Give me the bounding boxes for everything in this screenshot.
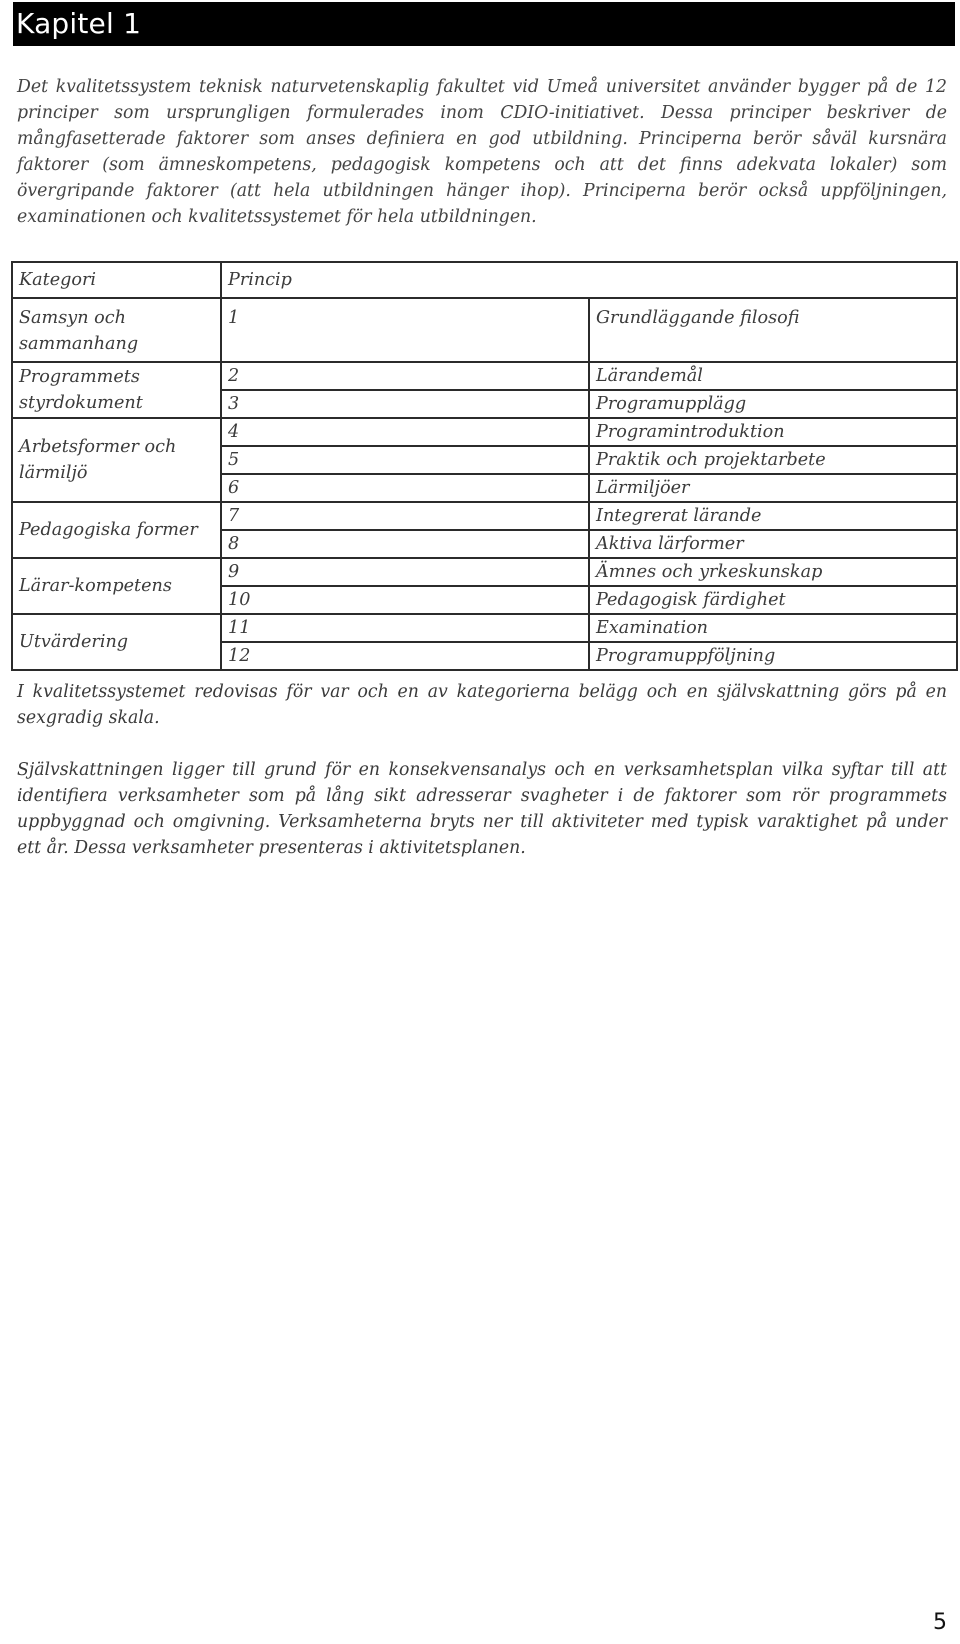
- principle-name: Pedagogisk färdighet: [589, 586, 957, 614]
- intro-paragraph: Det kvalitetssystem teknisk naturvetenskaplig fakultet vid Umeå universitet använder bygger på de 12 principer som ursprungligen formulerades inom CDIO-initiativet. Dessa principer beskriver de mångfasetterade faktorer som anses definiera en god utbildning. Principerna berör såväl kursnära faktorer (som ämneskompetens, pedagogisk kompetens och att det finns adekvata lokaler) som övergripande faktorer (att hela utbildningen hänger ihop). Principerna berör också uppföljningen, examinationen och kvalitetssystemet för hela utbildningen.: [17, 77, 947, 227]
- principle-name: Praktik och projektarbete: [589, 446, 957, 474]
- principle-number: 1: [221, 298, 589, 362]
- principle-name: Aktiva lärformer: [589, 530, 957, 558]
- principle-number: 3: [221, 390, 589, 418]
- principle-number: 5: [221, 446, 589, 474]
- principle-number: 2: [221, 362, 589, 390]
- principle-number: 10: [221, 586, 589, 614]
- principle-number: 4: [221, 418, 589, 446]
- principle-number: 12: [221, 642, 589, 670]
- principle-number: 9: [221, 558, 589, 586]
- table-row: [12, 502, 957, 530]
- category-cell: Samsyn och sammanhang: [12, 298, 221, 362]
- category-cell: Pedagogiska former: [12, 502, 221, 558]
- category-cell: Programmets styrdokument: [12, 362, 221, 418]
- table-row: [12, 362, 957, 390]
- chapter-title: Kapitel 1: [16, 7, 142, 40]
- principle-number: 8: [221, 530, 589, 558]
- principle-name: Examination: [589, 614, 957, 642]
- table-row: [12, 614, 957, 642]
- analysis-paragraph: Självskattningen ligger till grund för en konsekvensanalys och en verksamhetsplan vilka syftar till att identifiera verksamheter som på lång sikt adresserar svagheter i de faktorer som rör programmets uppbyggnad och omgivning. Verksamheterna bryts ner till aktiviteter med typisk varaktighet på under ett år. Dessa verksamheter presenteras i aktivitetsplanen.: [17, 760, 947, 858]
- principle-number: 6: [221, 474, 589, 502]
- principle-name: Lärmiljöer: [589, 474, 957, 502]
- table-row: [12, 418, 957, 446]
- category-cell: Arbetsformer och lärmiljö: [12, 418, 221, 502]
- table-header-row: [12, 262, 957, 298]
- table-row: [12, 298, 957, 362]
- header-category: Kategori: [12, 262, 221, 298]
- page-number: 5: [933, 1610, 947, 1635]
- principle-name: Programuppföljning: [589, 642, 957, 670]
- principle-name: Integrerat lärande: [589, 502, 957, 530]
- principle-name: Lärandemål: [589, 362, 957, 390]
- category-cell: Lärar-kompetens: [12, 558, 221, 614]
- header-principle: Princip: [221, 262, 957, 298]
- principles-table: [11, 261, 958, 671]
- assessment-paragraph: I kvalitetssystemet redovisas för var och en av kategorierna belägg och en självskattning görs på en sexgradig skala.: [17, 682, 947, 728]
- category-cell: Utvärdering: [12, 614, 221, 670]
- chapter-header: [13, 2, 955, 46]
- principle-name: Programupplägg: [589, 390, 957, 418]
- principle-number: 7: [221, 502, 589, 530]
- principle-name: Programintroduktion: [589, 418, 957, 446]
- table-row: [12, 558, 957, 586]
- principle-number: 11: [221, 614, 589, 642]
- principle-name: Grundläggande filosofi: [589, 298, 957, 362]
- principle-name: Ämnes och yrkeskunskap: [589, 558, 957, 586]
